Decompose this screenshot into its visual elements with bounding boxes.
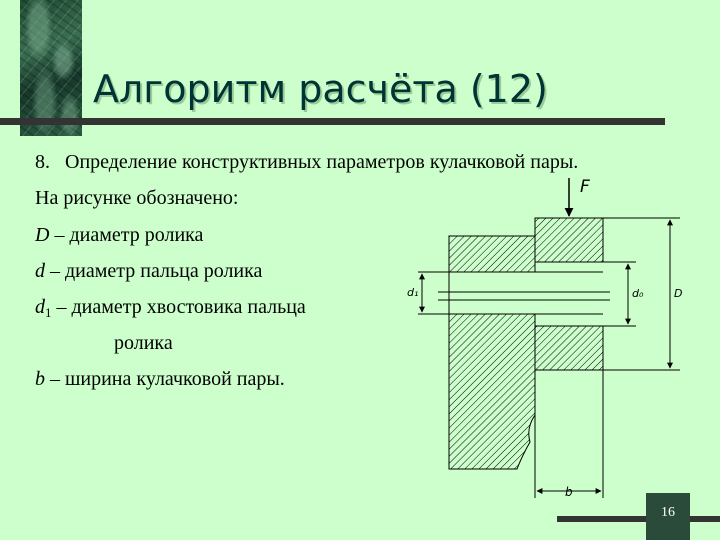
item-text: Определение конструктивных параметров кулачковой пары. bbox=[65, 151, 579, 173]
roller-drawing bbox=[380, 170, 700, 510]
def-d1 bbox=[35, 295, 306, 319]
d1-label: d₁ bbox=[407, 286, 419, 299]
def-d1-text: – диаметр хвостовика пальца bbox=[51, 296, 306, 318]
def-D bbox=[35, 223, 203, 247]
def-b-symbol: b bbox=[35, 368, 45, 390]
roller-bottom bbox=[535, 326, 603, 370]
def-d-text: – диаметр пальца ролика bbox=[45, 260, 263, 282]
intro-line: На рисунке обозначено: bbox=[35, 187, 239, 209]
D-label: D bbox=[674, 287, 683, 300]
item-number: 8. bbox=[35, 151, 50, 173]
page-number: 16 bbox=[661, 505, 675, 520]
def-d1-symbol: d bbox=[35, 296, 45, 318]
def-d1-subscript: 1 bbox=[45, 305, 52, 320]
title-underline bbox=[0, 118, 665, 125]
def-d bbox=[35, 259, 262, 283]
def-D-symbol: D bbox=[35, 224, 50, 246]
marble-decoration bbox=[20, 0, 82, 136]
cam-body bbox=[449, 314, 535, 469]
def-d1-continuation: ролика bbox=[114, 332, 173, 354]
def-d-symbol: d bbox=[35, 260, 45, 282]
d0-label: d₀ bbox=[632, 287, 644, 300]
b-label: b bbox=[565, 485, 573, 499]
slide-title: Алгоритм расчёта (12) bbox=[93, 67, 548, 111]
def-b-text: – ширина кулачковой пары. bbox=[45, 368, 285, 390]
def-b bbox=[35, 367, 285, 391]
def-D-text: – диаметр ролика bbox=[49, 224, 204, 246]
force-label: F bbox=[580, 177, 590, 197]
pin-head-top bbox=[449, 236, 535, 272]
footer-rule bbox=[557, 516, 720, 522]
roller-top bbox=[535, 218, 603, 262]
